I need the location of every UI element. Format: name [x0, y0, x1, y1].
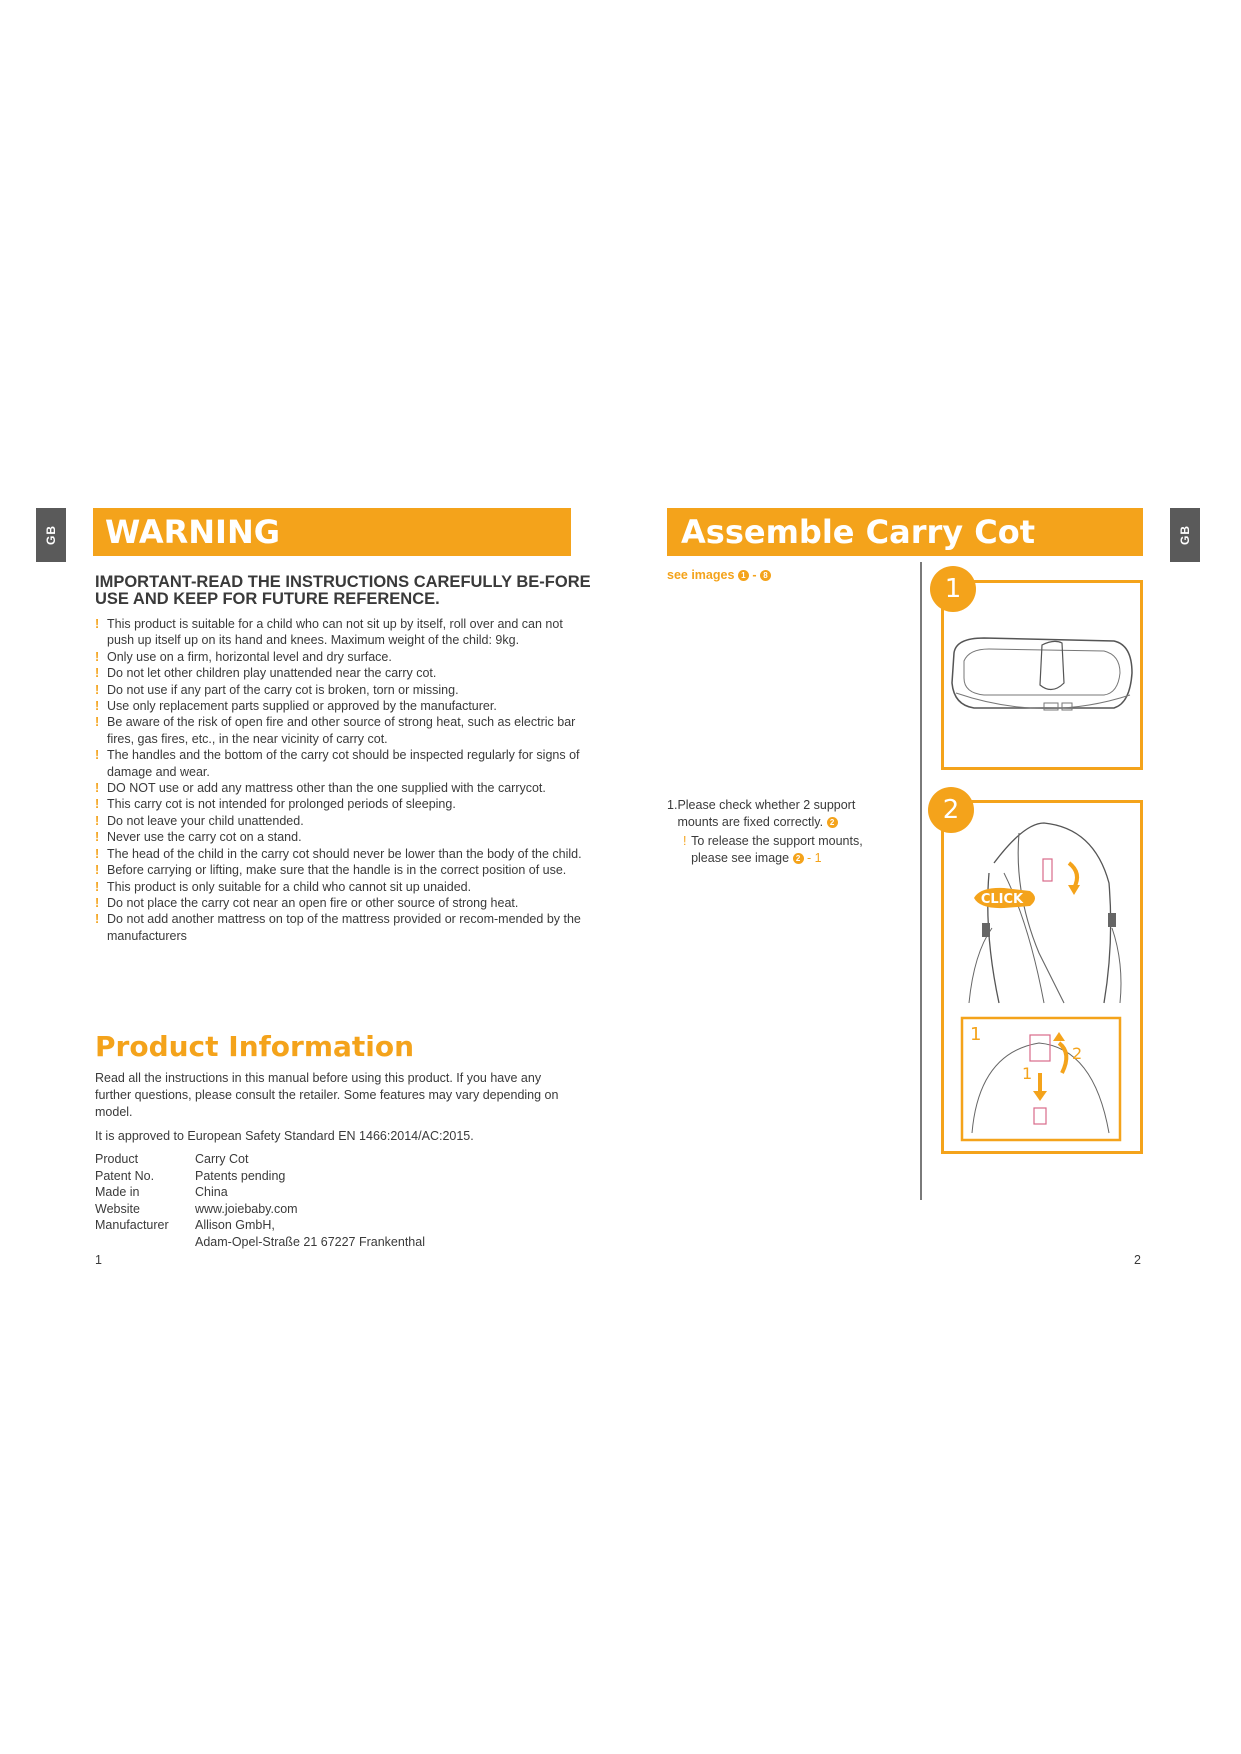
warning-text: This product is suitable for a child who can not sit up by itself, roll over and can not push up itself up on its hand and knees. Maximum weight of the child: 9kg. — [107, 617, 563, 648]
figure-2-number: 2 — [928, 787, 974, 833]
column-divider — [920, 562, 922, 1200]
product-info-title: Product Information — [95, 1030, 415, 1063]
step-1-instructions: 1. Please check whether 2 support mounts are fixed correctly. 2 ! To release the support mounts, please see image 2 - 1 — [667, 798, 863, 865]
warning-text: Do not add another mattress on top of the mattress provided or recom-mended by the manufacturers — [107, 912, 581, 943]
spec-label: Product — [95, 1152, 139, 1166]
arrow-label-2: 2 — [1072, 1044, 1083, 1063]
spec-label: Patent No. — [95, 1168, 155, 1183]
page-number-left: 1 — [95, 1253, 102, 1267]
warning-mark-icon: ! — [95, 649, 100, 664]
warning-mark-icon: ! — [95, 879, 100, 894]
warning-item — [95, 747, 585, 780]
warning-text: Be aware of the risk of open fire and other source of strong heat, such as electric bar fires, gas fires, etc., in the near vicinity of carry cot. — [107, 715, 576, 746]
warning-mark-icon: ! — [95, 666, 100, 681]
warning-mark-icon: ! — [95, 813, 100, 828]
spec-row — [95, 1201, 425, 1218]
spec-row — [95, 1184, 425, 1201]
warning-text: The head of the child in the carry cot should never be lower than the body of the child. — [107, 846, 582, 861]
warning-item — [95, 895, 585, 911]
warning-text: This carry cot is not intended for prolonged periods of sleeping. — [107, 797, 456, 812]
spec-value: Allison GmbH, — [195, 1218, 275, 1232]
manufacturer-address: Adam-Opel-Straße 21 67227 Frankenthal — [195, 1234, 425, 1249]
warning-item — [95, 813, 585, 829]
warning-item — [95, 665, 585, 681]
warning-mark-icon: ! — [95, 617, 100, 631]
warning-text: Do not let other children play unattended near the carry cot. — [107, 666, 437, 681]
warning-mark-icon: ! — [95, 748, 100, 763]
language-tab-right: GB — [1170, 508, 1200, 562]
warning-text: Never use the carry cot on a stand. — [107, 830, 302, 845]
spec-table — [95, 1151, 425, 1250]
warning-item — [95, 616, 585, 649]
warning-mark-icon: ! — [95, 682, 100, 697]
warning-text: Use only replacement parts supplied or approved by the manufacturer. — [107, 699, 497, 714]
approval-text: It is approved to European Safety Standard EN 1466:2014/AC:2015. — [95, 1129, 474, 1143]
arrow-label-1: 1 — [1022, 1064, 1033, 1083]
warning-item — [95, 682, 585, 698]
warning-item — [95, 780, 585, 796]
spec-label: Made in — [95, 1185, 140, 1199]
warning-item — [95, 796, 585, 812]
warning-text: Do not leave your child unattended. — [107, 813, 304, 828]
figure-1-number: 1 — [930, 566, 976, 612]
warning-item — [95, 649, 585, 665]
spec-value: Carry Cot — [195, 1152, 249, 1166]
spec-label: Website — [95, 1201, 140, 1216]
image-ref-dot: 1 — [738, 570, 749, 581]
warning-banner — [93, 508, 571, 556]
figure-1-frame — [941, 580, 1143, 770]
warning-mark-icon: ! — [95, 699, 100, 714]
warning-item — [95, 879, 585, 895]
warning-item — [95, 829, 585, 845]
click-label: CLICK — [980, 892, 1024, 907]
spec-value: China — [195, 1185, 228, 1199]
warning-item — [95, 862, 585, 878]
image-ref-dot: 2 — [827, 817, 838, 828]
warning-mark-icon: ! — [95, 797, 100, 812]
warning-mark-icon: ! — [95, 895, 100, 910]
warning-item — [95, 911, 585, 944]
spec-row — [95, 1217, 425, 1234]
warning-mark-icon: ! — [95, 912, 100, 927]
language-tab: GB — [36, 508, 66, 562]
spec-value: Patents pending — [195, 1168, 286, 1183]
assemble-banner — [667, 508, 1143, 556]
spec-value: www.joiebaby.com — [195, 1201, 298, 1216]
see-images-ref: see images 1 - 8 — [667, 568, 771, 582]
inset-label: 1 — [970, 1024, 982, 1045]
page-number-right: 2 — [1134, 1253, 1141, 1267]
warning-mark-icon: ! — [95, 846, 100, 861]
image-ref-dot: 8 — [760, 570, 771, 581]
carry-cot-illustration — [944, 583, 1140, 767]
important-subheading: IMPORTANT-READ THE INSTRUCTIONS CAREFULLY BE-FORE USE AND KEEP FOR FUTURE REFERENCE. — [95, 573, 591, 608]
warning-text: DO NOT use or add any mattress other than the one supplied with the carrycot. — [107, 781, 546, 796]
figure-2-frame — [941, 800, 1143, 1154]
warning-item — [95, 698, 585, 714]
warning-text: The handles and the bottom of the carry cot should be inspected regularly for signs of damage and wear. — [107, 748, 580, 779]
warning-mark-icon: ! — [95, 863, 100, 878]
warning-item — [95, 714, 585, 747]
warning-item — [95, 846, 585, 862]
spec-row — [95, 1168, 425, 1185]
warning-text: This product is only suitable for a child who cannot sit up unaided. — [107, 879, 472, 894]
warning-mark-icon: ! — [95, 830, 100, 845]
warning-mark-icon: ! — [95, 715, 100, 730]
support-mount-illustration — [944, 803, 1140, 1151]
warning-text: Do not place the carry cot near an open fire or other source of strong heat. — [107, 895, 519, 910]
image-ref-dot: 2 — [793, 853, 804, 864]
assemble-title: Assemble Carry Cot — [681, 513, 1036, 551]
warning-text: Do not use if any part of the carry cot is broken, torn or missing. — [107, 682, 459, 697]
product-info-text: Read all the instructions in this manual before using this product. If you have any further questions, please consult the retailer. Some features may vary depending on model. — [95, 1071, 559, 1119]
spec-label: Manufacturer — [95, 1218, 169, 1232]
warning-mark-icon: ! — [95, 781, 100, 796]
warning-text: Before carrying or lifting, make sure that the handle is in the correct position of use. — [107, 863, 567, 878]
spec-row — [95, 1151, 425, 1168]
warning-list — [95, 616, 585, 944]
warning-text: Only use on a firm, horizontal level and dry surface. — [107, 649, 392, 664]
warning-title: WARNING — [105, 513, 280, 551]
